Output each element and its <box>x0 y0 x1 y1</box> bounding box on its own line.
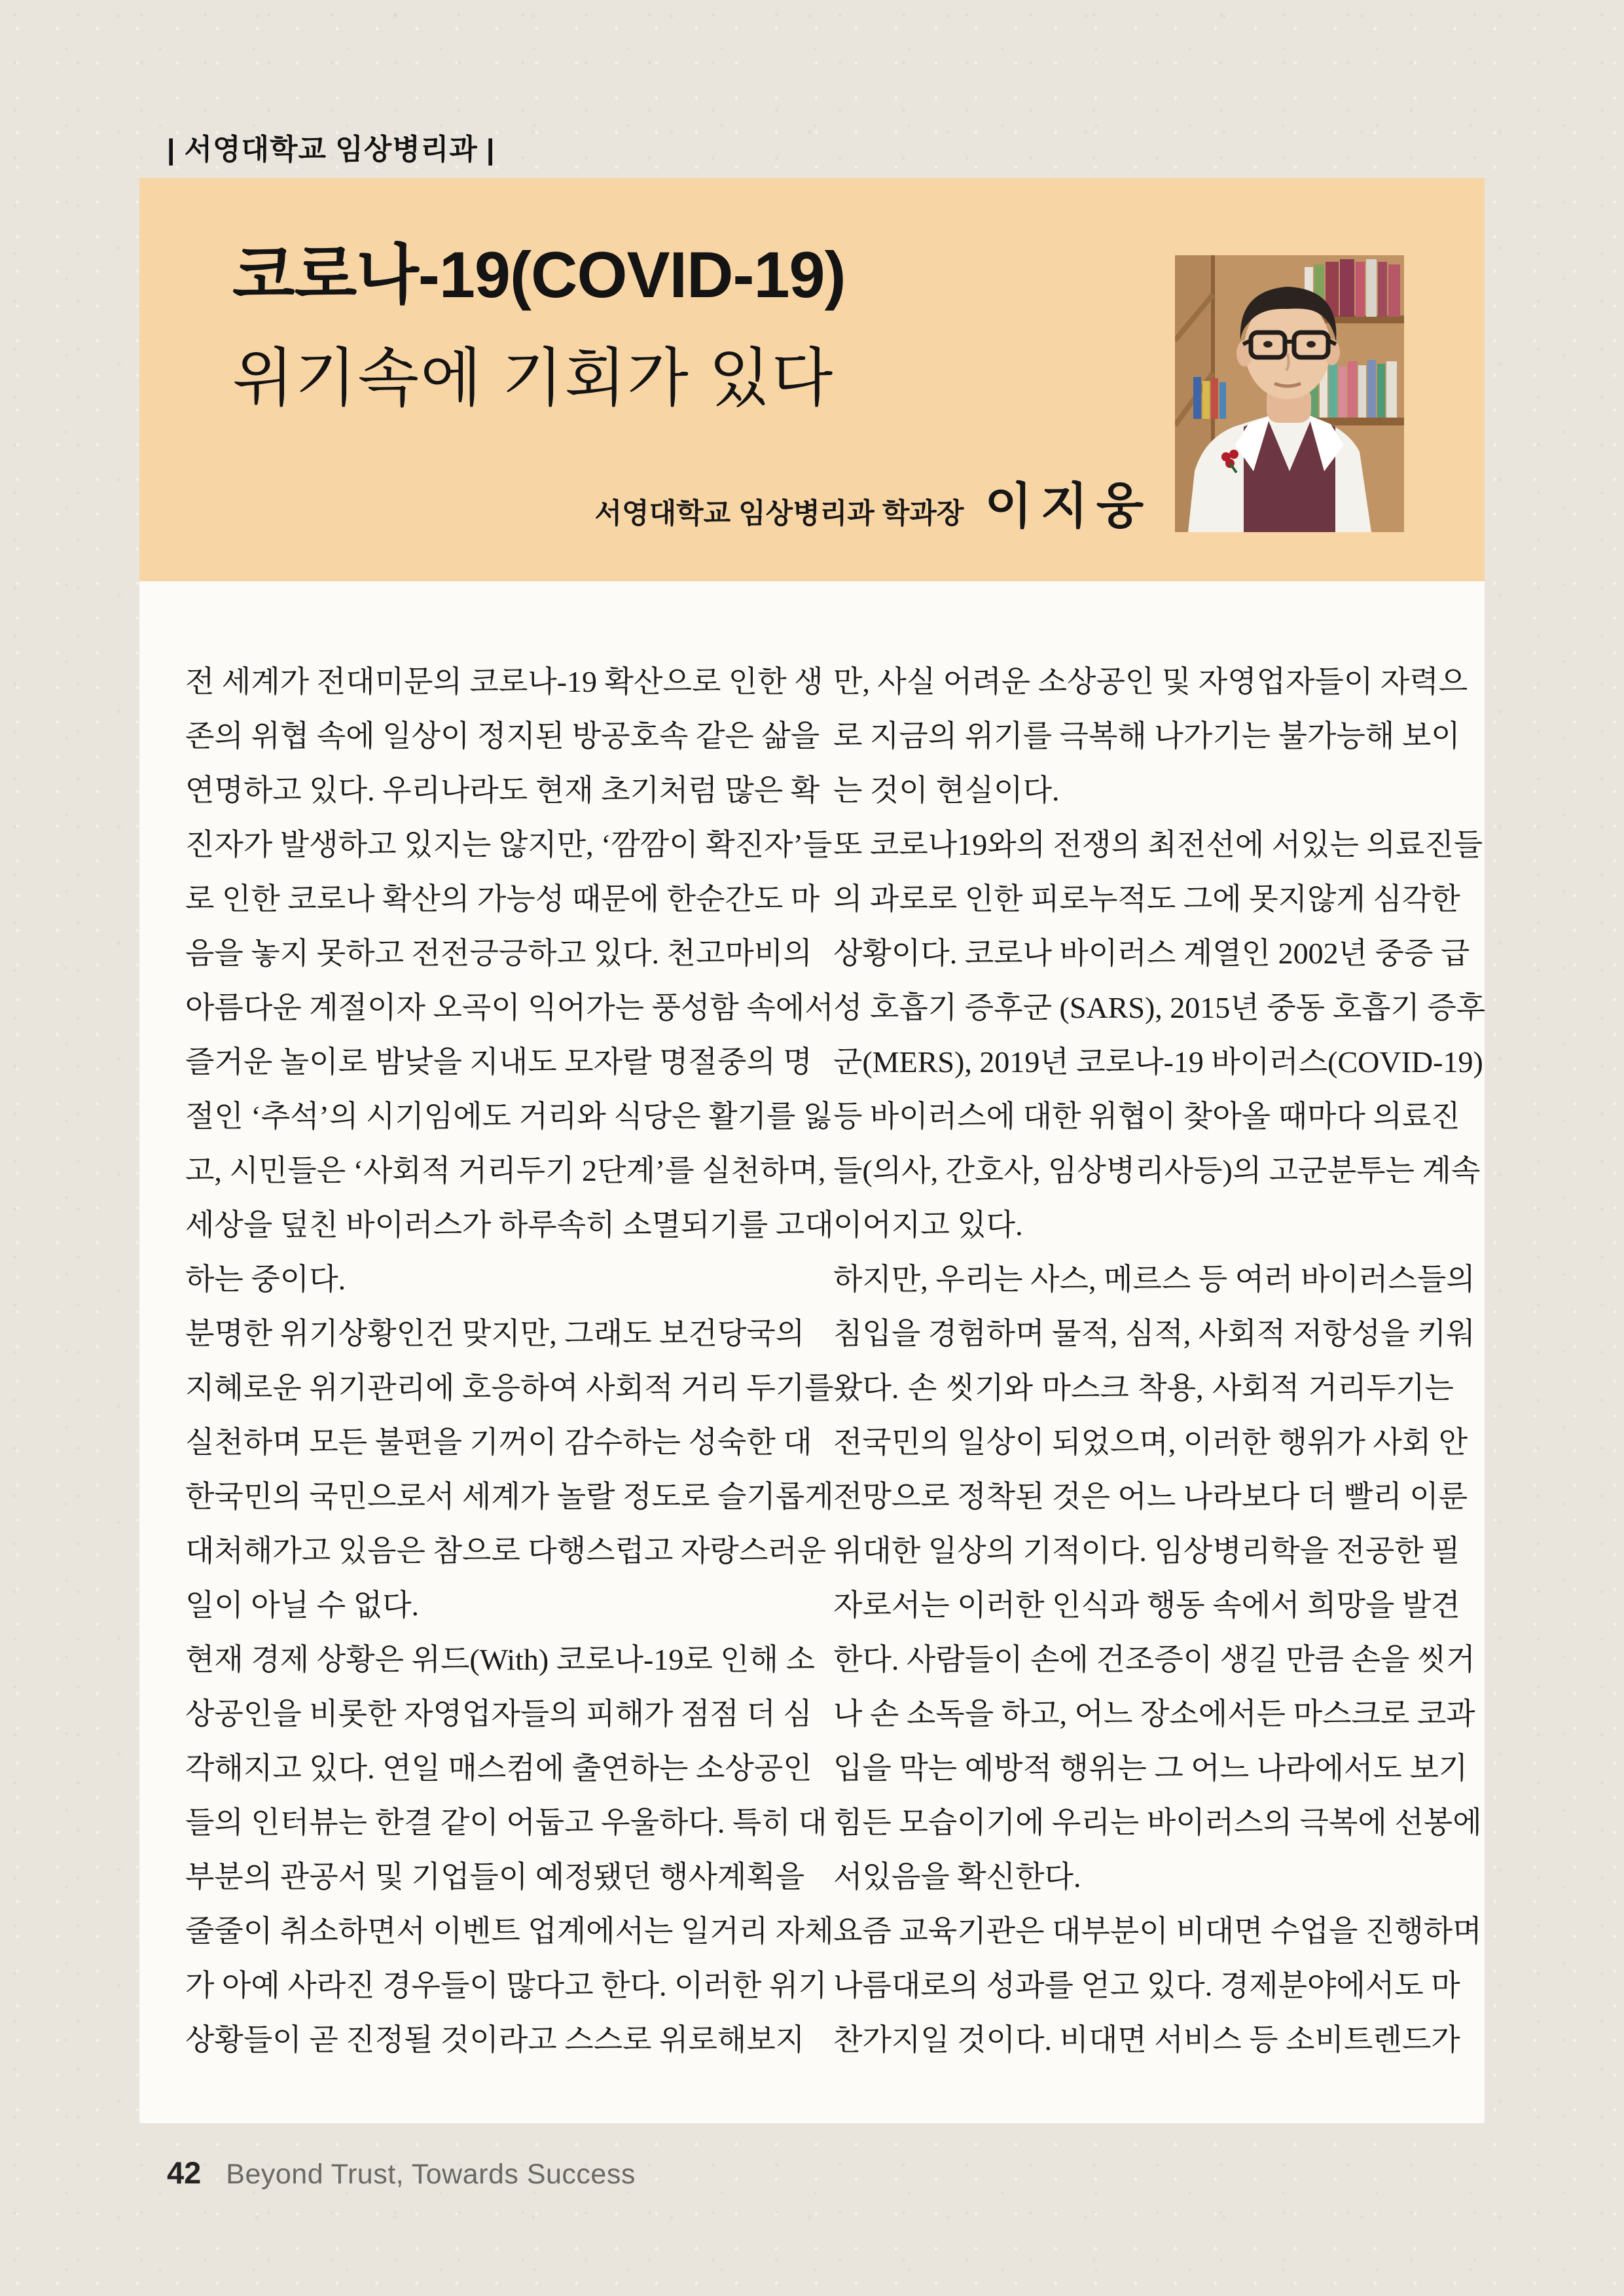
body-text-line: 각해지고 있다. 연일 매스컴에 출연하는 소상공인 <box>185 1751 812 1785</box>
body-text-line: 지혜로운 위기관리에 호응하여 사회적 거리 두기를 <box>185 1371 834 1405</box>
body-text-line: 상황들이 곧 진정될 것이라고 스스로 위로해보지 <box>185 2023 805 2056</box>
body-text-line: 왔다. 손 씻기와 마스크 착용, 사회적 거리두기는 <box>833 1371 1454 1405</box>
body-text-line: 고, 시민들은 ‘사회적 거리두기 2단계’를 실천하며, <box>185 1154 826 1187</box>
body-text-line: 힘든 모습이기에 우리는 바이러스의 극복에 선봉에 <box>833 1806 1482 1839</box>
article-body-panel <box>139 581 1485 2123</box>
body-text-line: 일이 아닐 수 없다. <box>185 1588 420 1622</box>
body-text-line: 하지만, 우리는 사스, 메르스 등 여러 바이러스들의 <box>833 1263 1475 1296</box>
body-text-line: 전망으로 정착된 것은 어느 나라보다 더 빨리 이룬 <box>833 1480 1468 1513</box>
department-tag: | 서영대학교 임상병리과 | <box>167 134 496 166</box>
footer-slogan: Beyond Trust, Towards Success <box>226 2159 636 2190</box>
body-text-line: 또 코로나19와의 전쟁의 최전선에 서있는 의료진들 <box>833 828 1483 861</box>
body-text-line: 가 아예 사라진 경우들이 많다고 한다. 이러한 위기 <box>185 1969 827 2002</box>
body-text-line: 음을 놓지 못하고 전전긍긍하고 있다. 천고마비의 <box>185 937 812 970</box>
body-text-line: 만, 사실 어려운 소상공인 및 자영업자들이 자력으 <box>833 665 1468 698</box>
body-text-line: 로 지금의 위기를 극복해 나가기는 불가능해 보이 <box>833 719 1460 753</box>
body-text-line: 서있음을 확신한다. <box>833 1860 1081 1893</box>
books-bottom-left <box>1193 377 1226 419</box>
author-photo-illustration <box>1175 255 1404 532</box>
body-text-line: 줄줄이 취소하면서 이벤트 업계에서는 일거리 자체 <box>185 1914 834 1948</box>
body-text-line: 상공인을 비롯한 자영업자들의 피해가 점점 더 심 <box>185 1697 812 1731</box>
body-text-line: 실천하며 모든 불편을 기꺼이 감수하는 성숙한 대 <box>185 1426 812 1459</box>
body-text-line: 의 과로로 인한 피로누적도 그에 못지않게 심각한 <box>833 882 1460 916</box>
body-column-right <box>833 655 1486 2067</box>
body-text-line: 한다. 사람들이 손에 건조증이 생길 만큼 손을 씻거 <box>833 1643 1475 1676</box>
byline-author-name: 이지웅 <box>984 478 1152 533</box>
article-title-line2: 위기속에 기회가 있다 <box>232 342 835 414</box>
body-text-line: 하는 중이다. <box>185 1263 346 1296</box>
body-text-line: 이어지고 있다. <box>833 1208 1023 1242</box>
body-text-line: 절인 ‘추석’의 시기임에도 거리와 식당은 활기를 잃 <box>185 1100 833 1133</box>
article-title-line1: 코로나-19(COVID-19) <box>232 238 846 311</box>
body-text-line: 성 호흡기 증후군 (SARS), 2015년 중동 호흡기 증후 <box>833 991 1486 1024</box>
body-text-line: 존의 위협 속에 일상이 정지된 방공호속 같은 삶을 <box>185 719 820 753</box>
body-text-line: 전국민의 일상이 되었으며, 이러한 행위가 사회 안 <box>833 1426 1468 1459</box>
body-text-line: 나름대로의 성과를 얻고 있다. 경제분야에서도 마 <box>833 1969 1460 2002</box>
body-text-line: 상황이다. 코로나 바이러스 계열인 2002년 중증 급 <box>833 937 1470 970</box>
body-text-line: 자로서는 이러한 인식과 행동 속에서 희망을 발견 <box>833 1588 1460 1622</box>
body-text-line: 세상을 덮친 바이러스가 하루속히 소멸되기를 고대 <box>185 1208 834 1242</box>
byline-affiliation: 서영대학교 임상병리과 학과장 <box>594 498 964 529</box>
body-text-line: 즐거운 놀이로 밤낮을 지내도 모자랄 명절중의 명 <box>185 1045 812 1079</box>
body-text-line: 위대한 일상의 기적이다. 임상병리학을 전공한 필 <box>833 1534 1460 1568</box>
body-text-line: 분명한 위기상황인건 맞지만, 그래도 보건당국의 <box>185 1317 805 1350</box>
byline <box>139 467 1152 537</box>
page-number: 42 <box>167 2155 202 2190</box>
body-text-line: 진자가 발생하고 있지는 않지만, ‘깜깜이 확진자’들 <box>185 828 833 861</box>
author-photo <box>1175 255 1404 532</box>
body-text-line: 들의 인터뷰는 한결 같이 어둡고 우울하다. 특히 대 <box>185 1806 827 1839</box>
body-text-line: 침입을 경험하며 물적, 심적, 사회적 저항성을 키워 <box>833 1317 1475 1350</box>
body-text-line: 연명하고 있다. 우리나라도 현재 초기처럼 많은 확 <box>185 774 820 807</box>
body-text-line: 아름다운 계절이자 오곡이 익어가는 풍성함 속에서 <box>185 991 834 1024</box>
body-text-line: 부분의 관공서 및 기업들이 예정됐던 행사계획을 <box>185 1860 805 1893</box>
body-text-line: 는 것이 현실이다. <box>833 774 1060 807</box>
body-text-line: 등 바이러스에 대한 위협이 찾아올 때마다 의료진 <box>833 1100 1460 1133</box>
page-footer <box>167 2155 636 2191</box>
body-column-left <box>185 655 834 2067</box>
body-text-line: 군(MERS), 2019년 코로나-19 바이러스(COVID-19) <box>833 1045 1483 1079</box>
body-text-line: 전 세계가 전대미문의 코로나-19 확산으로 인한 생 <box>185 665 823 698</box>
body-text-line: 찬가지일 것이다. 비대면 서비스 등 소비트렌드가 <box>833 2023 1460 2056</box>
body-text-line: 요즘 교육기관은 대부분이 비대면 수업을 진행하며 <box>833 1914 1482 1948</box>
body-text-line: 나 손 소독을 하고, 어느 장소에서든 마스크로 코과 <box>833 1697 1475 1731</box>
body-text-line: 대처해가고 있음은 참으로 다행스럽고 자랑스러운 <box>185 1534 827 1568</box>
body-text-line: 한국민의 국민으로서 세계가 놀랄 정도로 슬기롭게 <box>185 1480 834 1513</box>
body-text-line: 입을 막는 예방적 행위는 그 어느 나라에서도 보기 <box>833 1751 1468 1785</box>
article-title <box>232 236 846 418</box>
body-text-line: 현재 경제 상황은 위드(With) 코로나-19로 인해 소 <box>185 1643 816 1676</box>
body-text-line: 로 인한 코로나 확산의 가능성 때문에 한순간도 마 <box>185 882 820 916</box>
body-text-line: 들(의사, 간호사, 임상병리사등)의 고군분투는 계속 <box>833 1154 1481 1187</box>
